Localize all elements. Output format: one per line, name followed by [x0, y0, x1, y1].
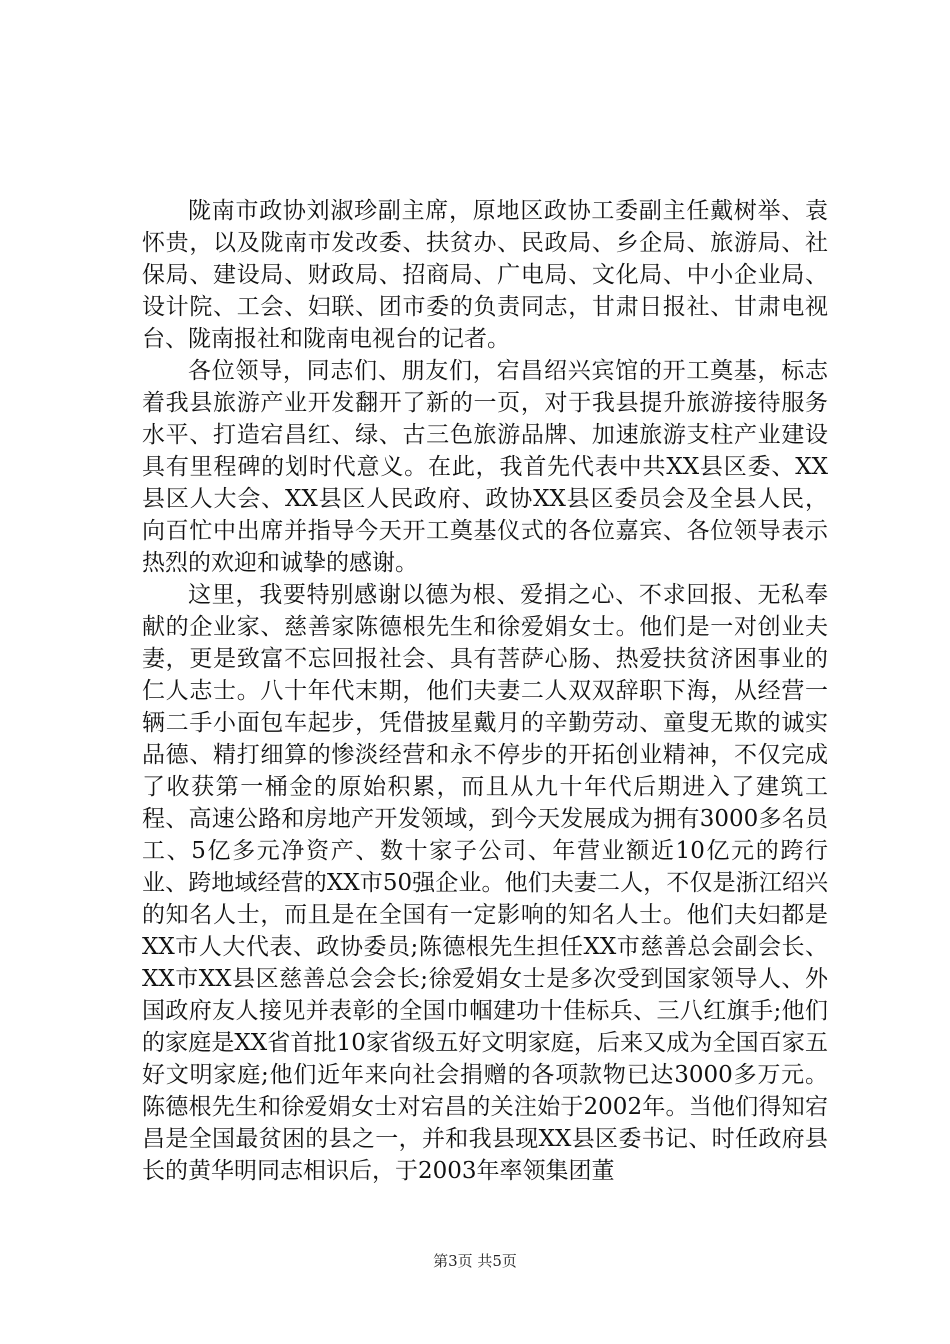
paragraph-acknowledgement: 这里，我要特别感谢以德为根、爱捐之心、不求回报、无私奉献的企业家、慈善家陈德根先生和徐爱娟女士。他们是一对创业夫妻，更是致富不忘回报社会、具有菩萨心肠、热爱扶贫济困事业的仁人志士。八十年代末期，他们夫妻二人双双辞职下海，从经营一辆二手小面包车起步，凭借披星戴月的辛勤劳动、童叟无欺的诚实品德、精打细算的惨淡经营和永不停步的开拓创业精神，不仅完成了收获第一桶金的原始积累，而且从九十年代后期进入了建筑工程、高速公路和房地产开发领域，到今天发展成为拥有3000多名员工、5亿多元净资产、数十家子公司、年营业额近10亿元的跨行业、跨地域经营的XX市50强企业。他们夫妻二人，不仅是浙江绍兴的知名人士，而且是在全国有一定影响的知名人士。他们夫妇都是XX市人大代表、政协委员;陈德根先生担任XX市慈善总会副会长、XX市XX县区慈善总会会长;徐爱娟女士是多次受到国家领导人、外国政府友人接见并表彰的全国巾帼建功十佳标兵、三八红旗手;他们的家庭是XX省首批10家省级五好文明家庭，后来又成为全国百家五好文明家庭;他们近年来向社会捐赠的各项款物已达3000多万元。陈德根先生和徐爱娟女士对宕昌的关注始于2002年。当他们得知宕昌是全国最贫困的县之一，并和我县现XX县区委书记、时任政府县长的黄华明同志相识后，于2003年率领集团董 [142, 582, 828, 1184]
document-body [142, 195, 828, 1187]
page-number-footer: 第3页 共5页 [433, 1252, 517, 1270]
paragraph-welcome: 各位领导，同志们、朋友们，宕昌绍兴宾馆的开工奠基，标志着我县旅游产业开发翻开了新的一页，对于我县提升旅游接待服务水平、打造宕昌红、绿、古三色旅游品牌、加速旅游支柱产业建设具有里程碑的划时代意义。在此，我首先代表中共XX县区委、XX县区人大会、XX县区人民政府、政协XX县区委员会及全县人民，向百忙中出席并指导今天开工奠基仪式的各位嘉宾、各位领导表示热烈的欢迎和诚挚的感谢。 [142, 358, 828, 576]
paragraph-attendees: 陇南市政协刘淑珍副主席，原地区政协工委副主任戴树举、袁怀贵，以及陇南市发改委、扶贫办、民政局、乡企局、旅游局、社保局、建设局、财政局、招商局、广电局、文化局、中小企业局、设计院、工会、妇联、团市委的负责同志，甘肃日报社、甘肃电视台、陇南报社和陇南电视台的记者。 [142, 198, 828, 352]
